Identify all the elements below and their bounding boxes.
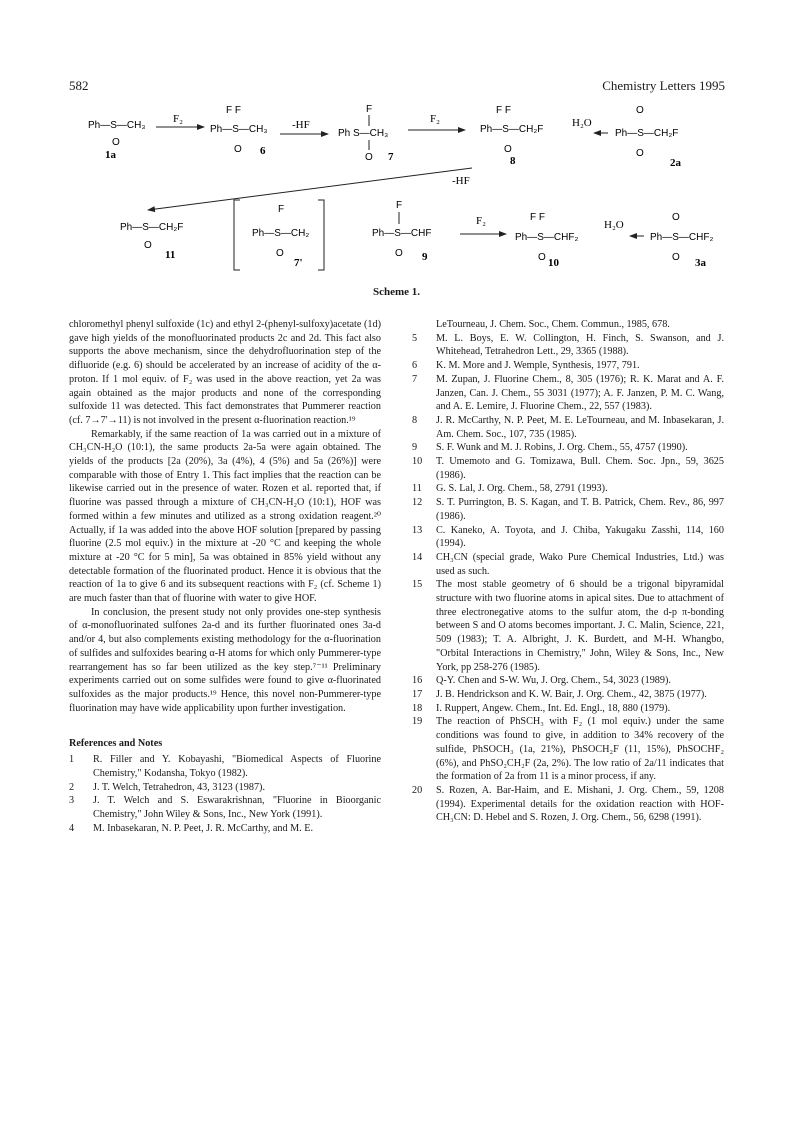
- svg-text:F: F: [278, 204, 285, 215]
- svg-text:O: O: [504, 144, 512, 155]
- svg-text:O: O: [538, 252, 546, 263]
- reference-item: 20 S. Rozen, A. Bar-Haim, and E. Mishani, J. Org. Chem., 59, 1208 (1994). Experimental details for the oxidation reaction with HOF-CH₃CN: D. Hebel and S. Rozen, J. Org. Chem., 56, 6298 (1991).: [412, 784, 724, 824]
- label-9: 9: [422, 251, 428, 263]
- page-number: 582: [69, 78, 89, 93]
- scheme-caption: Scheme 1.: [372, 286, 421, 298]
- svg-text:F₂: F₂: [173, 113, 183, 125]
- reference-item: LeTourneau, J. Chem. Soc., Chem. Commun., 1985, 678.: [436, 319, 670, 330]
- svg-text:O: O: [234, 144, 242, 155]
- reference-item: 8 J. R. McCarthy, N. P. Peet, M. E. LeTourneau, and M. Inbasekaran, J. Am. Chem. Soc., 107, 735 (1985).: [412, 414, 724, 440]
- reference-item: 1 R. Filler and Y. Kobayashi, "Biomedical Aspects of Fluorine Chemistry," Kodansha, Tokyo (1982).: [69, 754, 381, 779]
- reference-item: 6 K. M. More and J. Wemple, Synthesis, 1977, 791.: [412, 360, 640, 372]
- reference-item: 4 M. Inbasekaran, N. P. Peet, J. R. McCarthy, and M. E.: [69, 822, 314, 834]
- svg-text:O: O: [636, 105, 644, 116]
- reference-item: 19 The reaction of PhSCH₃ with F₂ (1 mol equiv.) under the same conditions was found to give, in addition to 34% recovery of the sulfide, PhSOCH₃ (1a, 21%), PhSOCH₂F (11, 15%), PhSOCHF₂ (6%), and PhSO₂CH₂F (2a, 2%). The low ratio of 2a/11 indicates that the formation of 2a from 11 is a minor process, if any.: [412, 716, 724, 783]
- right-column: [412, 318, 724, 825]
- references-heading: References and Notes: [69, 738, 163, 750]
- paragraph: chloromethyl phenyl sulfoxide (1c) and ethyl 2-(phenyl-sulfoxy)acetate (1d) gave high yields of the monofluorinated products 2c and 2d. This fact also supports the above mechanism, since the dehydrofluorination step of the difluoride (e.g. 6) should be accelerated by an increase of acidity of the α-proton. If 1 mol equiv. of F₂ was used in the above reaction, yet 2a was again obtained as the major products and none of the corresponding sulfoxide 11 was detected. This fact demonstrates that Pummerer reaction (cf. 7→7'→11) is not involved in the present α-fluorination reaction.¹⁹: [69, 319, 381, 426]
- label-3a: 3a: [695, 257, 706, 269]
- journal-title: Chemistry Letters 1995: [602, 78, 725, 93]
- compound-9: Ph—S—CHF: [372, 228, 432, 239]
- label-7-prime: 7': [294, 257, 303, 269]
- label-6: 6: [260, 145, 266, 157]
- left-column: [69, 318, 381, 835]
- svg-text:F₂: F₂: [430, 113, 440, 125]
- reference-item: 18 I. Ruppert, Angew. Chem., Int. Ed. Engl., 18, 880 (1979).: [412, 702, 671, 714]
- svg-text:H₂O: H₂O: [572, 117, 592, 129]
- reference-item: 7 M. Zupan, J. Fluorine Chem., 8, 305 (1976); R. K. Marat and A. F. Janzen, Can. J. Chem., 55 3031 (1977); A. F. Janzen, P. M. C. Wang, and A. E. Lemire, J. Fluorine Chem., 22, 557 (1983).: [412, 373, 724, 413]
- svg-text:F F: F F: [226, 105, 241, 116]
- reference-item: 11 G. S. Lal, J. Org. Chem., 58, 2791 (1993).: [412, 483, 608, 495]
- reference-item: 10 T. Umemoto and G. Tomizawa, Bull. Chem. Soc. Jpn., 59, 3625 (1986).: [412, 456, 724, 481]
- compound-7-prime: Ph—S—CH₂: [252, 228, 310, 239]
- reference-item: 9 S. F. Wunk and M. J. Robins, J. Org. Chem., 55, 4757 (1990).: [412, 442, 688, 454]
- svg-text:O: O: [276, 248, 284, 259]
- reference-item: 2 J. T. Welch, Tetrahedron, 43, 3123 (1987).: [69, 781, 265, 793]
- label-11: 11: [165, 249, 176, 261]
- label-1a: 1a: [105, 149, 116, 161]
- svg-text:F: F: [396, 200, 403, 211]
- reference-item: 12 S. T. Purrington, B. S. Kagan, and T. B. Patrick, Chem. Rev., 86, 997 (1986).: [412, 497, 724, 522]
- svg-text:O: O: [636, 148, 644, 159]
- paragraph: In conclusion, the present study not only provides one-step synthesis of α-monofluorinated sulfones 2a-d and its further fluorinated ones 3a-d and/or 4, but also complements existing methodology for the α-fluorination of sulfides and sulfoxides bearing α-H atoms for which only Pummerer-type rearrangement has so far been utilized as the key step.⁷⁻¹¹ Preliminary experiments carried out on some sulfides were found to give α-fluorinated sulfoxides as the major products.¹⁹ Hence, this novel non-Pummerer-type fluorination may have wide applicability upon further investigation.: [69, 606, 381, 714]
- reaction-scheme: [60, 100, 740, 290]
- svg-text:-HF: -HF: [292, 119, 310, 131]
- svg-text:O: O: [365, 152, 373, 163]
- compound-1a: Ph—S—CH₃: [88, 120, 146, 131]
- svg-text:H₂O: H₂O: [604, 219, 624, 231]
- compound-6: Ph—S—CH₃: [210, 124, 268, 135]
- reference-list: [69, 753, 381, 835]
- compound-8: Ph—S—CH₂F: [480, 124, 544, 135]
- reference-item: 17 J. B. Hendrickson and K. W. Bair, J. Org. Chem., 42, 3875 (1977).: [412, 688, 707, 700]
- svg-text:O: O: [144, 240, 152, 251]
- svg-text:-HF: -HF: [452, 175, 470, 187]
- svg-text:F: F: [366, 104, 373, 115]
- label-8: 8: [510, 155, 516, 167]
- reference-item: 3 J. T. Welch and S. Eswarakrishnan, "Fluorine in Bioorganic Chemistry," John Wiley & Sons, Inc., New York (1991).: [69, 795, 381, 820]
- compound-3a: Ph—S—CHF₂: [650, 232, 714, 243]
- reference-item: 15 The most stable geometry of 6 should be a trigonal bipyramidal structure with two fluorine atoms in apical sites. Due to attachment of three electronegative atoms to the sulfur atom, the d-p π-bonding between S and O atoms becomes important. J. C. Malin, Science, 221, 509 (1983); T. A. Albright, J. K. Burdett, and M-H. Whangbo, "Orbital Interactions in Chemistry," John, Wiley & Sons, Inc., New York, pp 258-276 (1985).: [412, 579, 724, 673]
- svg-text:F₂: F₂: [476, 215, 486, 227]
- paragraph: Remarkably, if the same reaction of 1a was carried out in a mixture of CH₃CN-H₂O (10:1), the same products 2a-5a were again obtained. The yields of the products [2a (20%), 3a (4%), 4 (5%) and 5a (26%)] were comparable with those of Entry 1. This fact implies that the reaction can be likewise carried out in the presence of water. Rozen et al. reported that, if fluorine was passed through a mixture of CH₃CN-H₂O (10:1), HOF was formed within a few minutes and utilized as a strong oxidation reagent.²⁰ Actually, if 1a was added into the above HOF solution [prepared by passing fluorine (2.5 mol equiv.) in the mixture at -20 °C and keeping the whole mixture at -20 °C for 5 min], 5a was obtained in 85% yield without any detectable formation of the fluorinated product. Hence it is obvious that the reaction of 1a to give 6 and its subsequent reactions with F₂ (cf. Scheme 1) are much faster than that of fluorine with water to give HOF.: [69, 428, 381, 605]
- svg-text:O: O: [672, 212, 680, 223]
- reference-item: 5 M. L. Boys, E. W. Collington, H. Finch, S. Swanson, and J. Whitehead, Tetrahedron Lett., 29, 3365 (1988).: [412, 332, 724, 358]
- label-2a: 2a: [670, 157, 681, 169]
- reference-item: 14 CH₃CN (special grade, Wako Pure Chemical Industries, Ltd.) was used as such.: [412, 551, 724, 577]
- svg-text:O: O: [112, 137, 120, 148]
- compound-11: Ph—S—CH₂F: [120, 222, 184, 233]
- reference-item: 16 Q-Y. Chen and S-W. Wu, J. Org. Chem., 54, 3023 (1989).: [412, 675, 671, 687]
- svg-text:O: O: [395, 248, 403, 259]
- compound-10: Ph—S—CHF₂: [515, 232, 579, 243]
- compound-7: Ph S—CH₃: [338, 128, 389, 139]
- svg-text:F F: F F: [496, 105, 511, 116]
- label-7: 7: [388, 151, 394, 163]
- svg-text:O: O: [672, 252, 680, 263]
- compound-2a: Ph—S—CH₂F: [615, 128, 679, 139]
- svg-text:F F: F F: [530, 212, 545, 223]
- reference-item: 13 C. Kaneko, A. Toyota, and J. Chiba, Yakugaku Zasshi, 114, 160 (1994).: [412, 524, 724, 550]
- label-10: 10: [548, 257, 559, 269]
